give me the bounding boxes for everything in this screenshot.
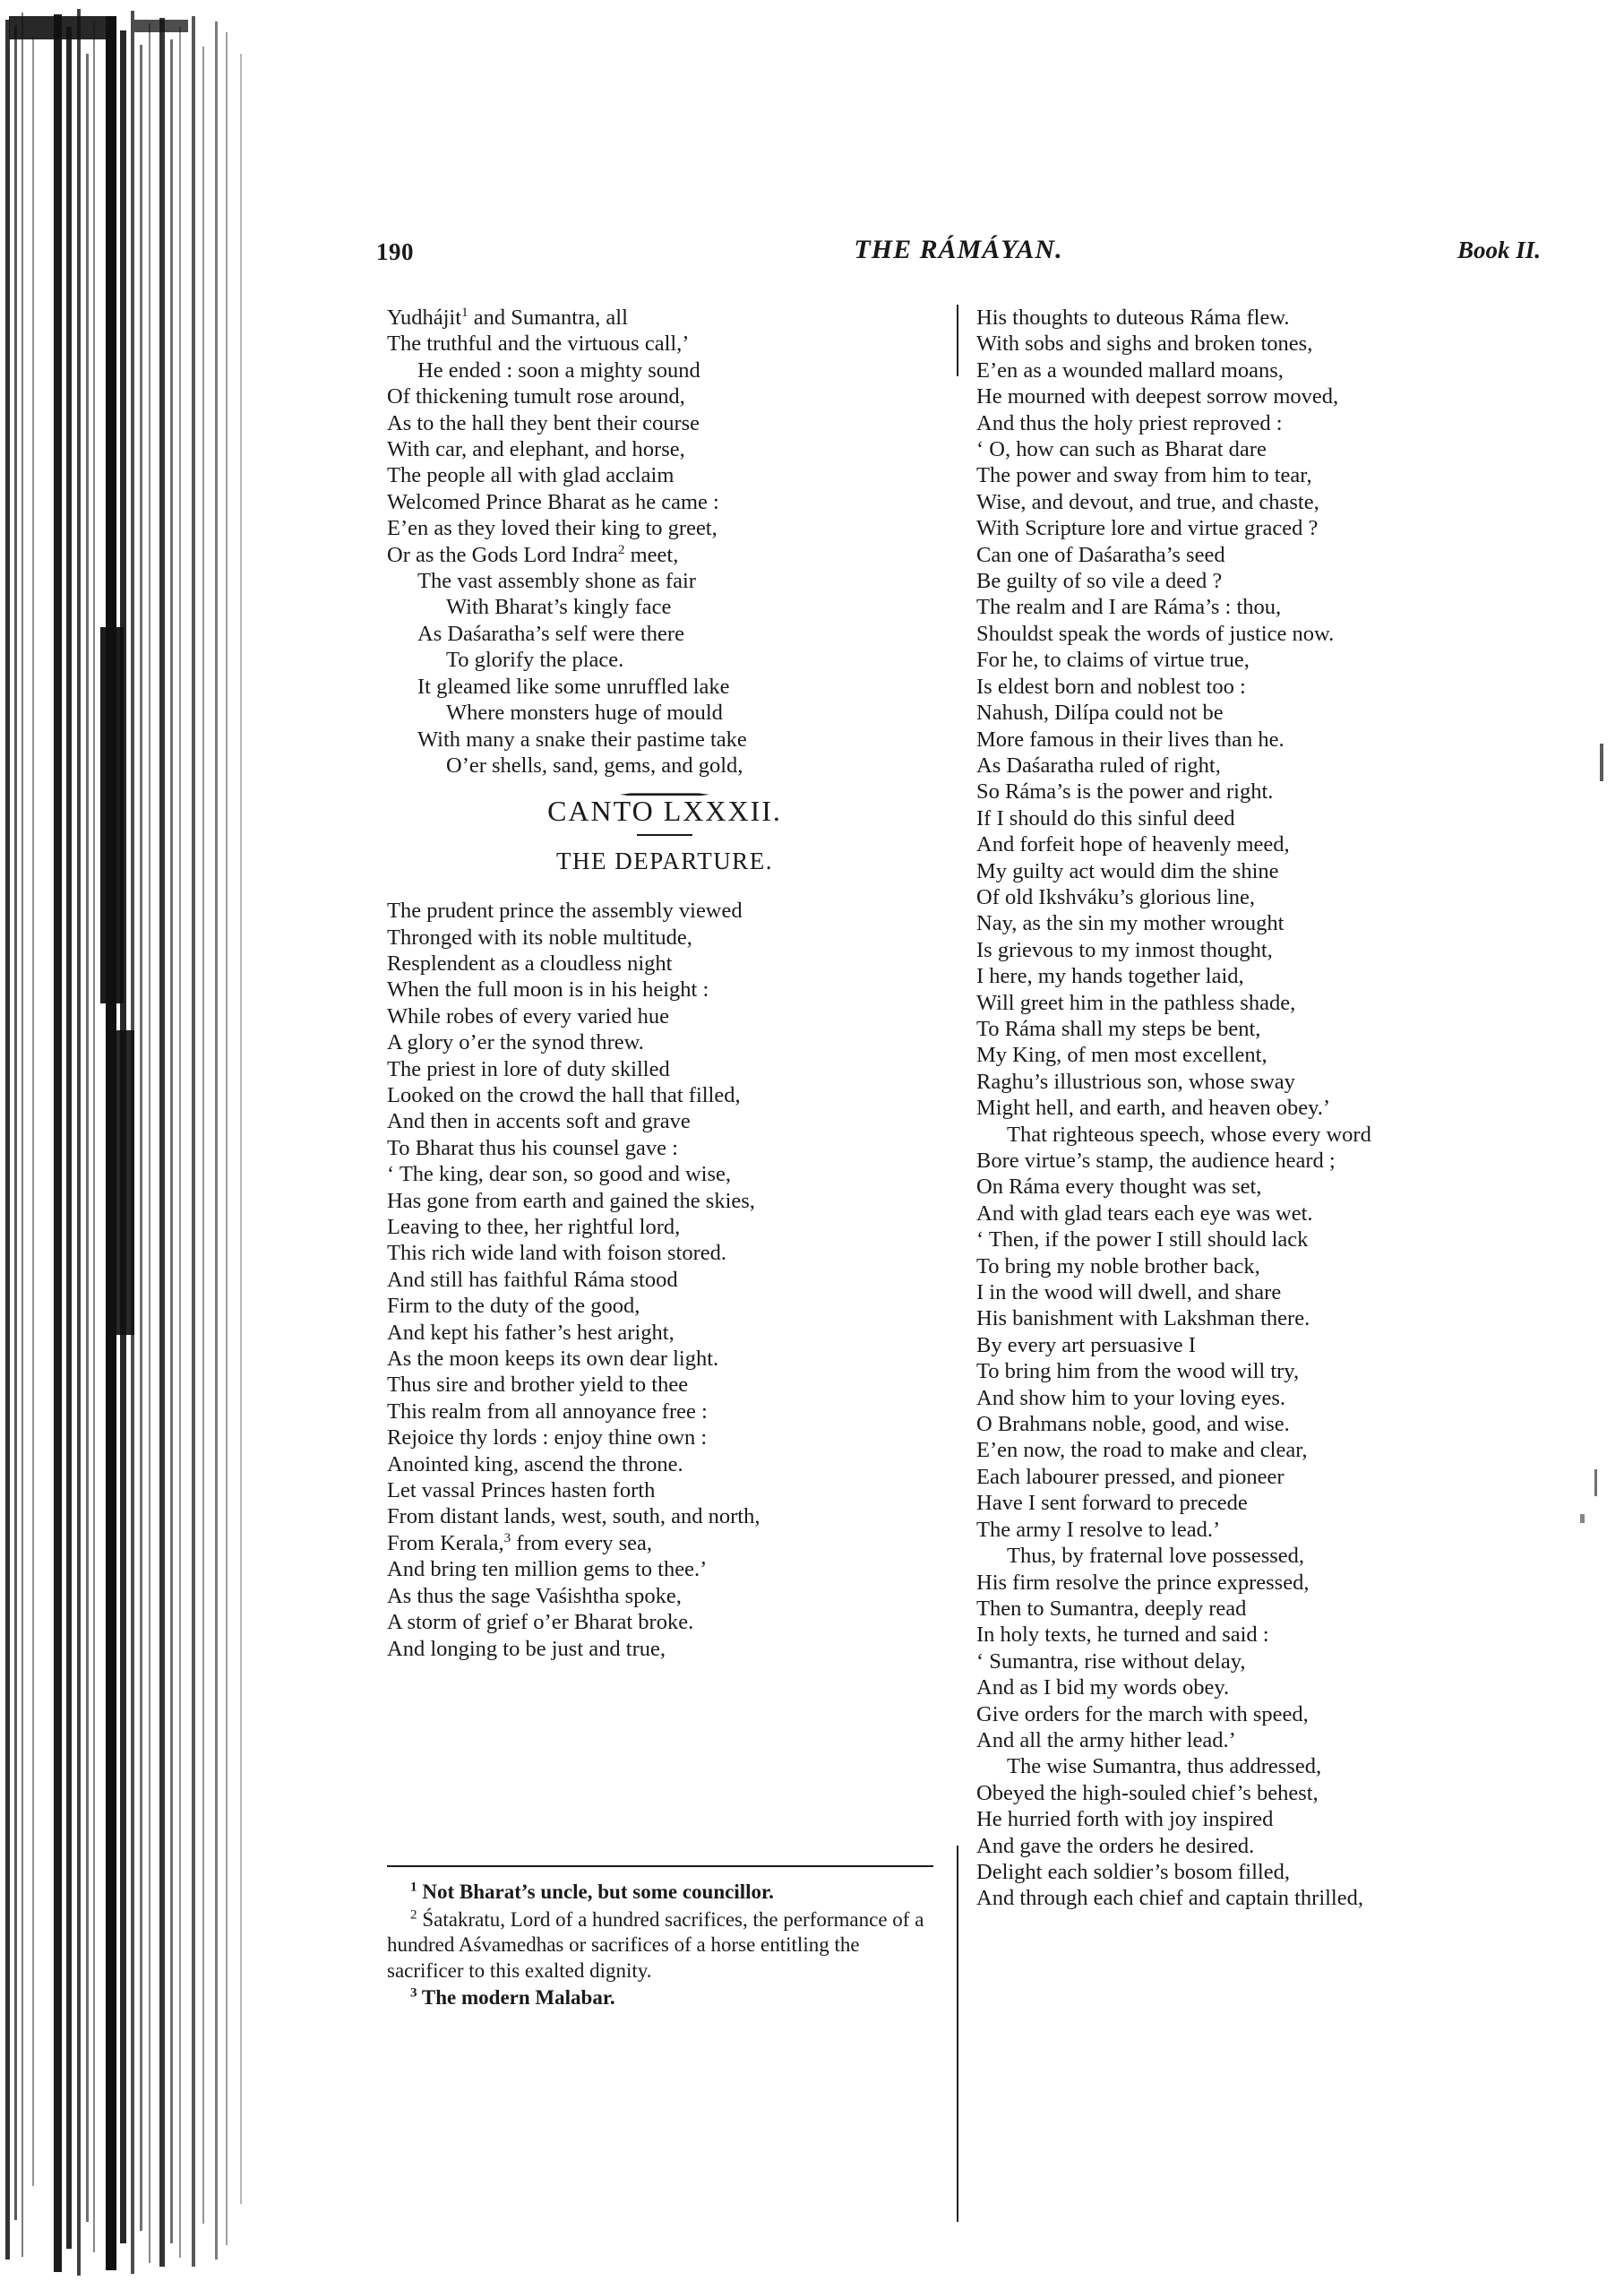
verse-line: And still has faithful Ráma stood	[387, 1267, 678, 1292]
verse-line: My guilty act would dim the shine	[976, 858, 1279, 883]
verse-line: He hurried forth with joy inspired	[976, 1807, 1274, 1832]
verse-line: Obeyed the high-souled chief’s behest,	[976, 1780, 1319, 1805]
scan-speck	[1580, 1514, 1585, 1523]
verse-line: Yudhájit$^1$ and Sumantra, all	[387, 304, 628, 330]
verse-line: Nay, as the sin my mother wrought	[976, 911, 1285, 936]
column-divider-top	[957, 305, 958, 376]
verse-line: The army I resolve to lead.’	[976, 1517, 1221, 1542]
verse-line: A storm of grief o’er Bharat broke.	[387, 1610, 694, 1635]
verse-line: O’er shells, sand, gems, and gold,	[446, 753, 743, 778]
footnote-rule	[387, 1865, 933, 1867]
verse-line: Of old Ikshváku’s glorious line,	[976, 884, 1255, 909]
verse-line: And bring ten million gems to thee.’	[387, 1557, 708, 1582]
verse-line: Thronged with its noble multitude,	[387, 925, 692, 950]
verse-line: By every art persuasive I	[976, 1332, 1196, 1357]
verse-line: Nahush, Dilípa could not be	[976, 701, 1224, 726]
verse-line: To bring him from the wood will try,	[976, 1359, 1300, 1384]
book-label: Book II.	[1456, 237, 1541, 263]
verse-line: Rejoice thy lords : enjoy thine own :	[387, 1425, 708, 1450]
verse-line: This realm from all annoyance free :	[387, 1399, 708, 1424]
verse-line: Thus sire and brother yield to thee	[387, 1373, 689, 1398]
verse-line: Looked on the crowd the hall that filled,	[387, 1082, 741, 1107]
verse-line: As Daśaratha’s self were there	[417, 621, 684, 646]
verse-line: Might hell, and earth, and heaven obey.’	[976, 1096, 1331, 1121]
verse-line: He mourned with deepest sorrow moved,	[976, 384, 1339, 409]
verse-line: And all the army hither lead.’	[976, 1727, 1236, 1752]
verse-line: Firm to the duty of the good,	[387, 1294, 640, 1319]
verse-line: With Scripture lore and virtue graced ?	[976, 516, 1319, 541]
verse-line: If I should do this sinful deed	[976, 805, 1235, 831]
verse-line: The power and sway from him to tear,	[976, 463, 1312, 488]
verse-line: That righteous speech, whose every word	[1007, 1122, 1371, 1147]
verse-line: The vast assembly shone as fair	[417, 569, 696, 594]
footnote-marker: 1	[410, 1879, 417, 1895]
column-divider-bottom	[957, 1846, 958, 2222]
right-column	[976, 305, 1550, 1912]
canto-rule	[637, 834, 692, 836]
verse-line: The wise Sumantra, thus addressed,	[1007, 1754, 1322, 1779]
verse-line: ‘ Then, if the power I still should lack	[976, 1227, 1309, 1252]
scan-speck	[1594, 1469, 1597, 1496]
verse-line: From distant lands, west, south, and north,	[387, 1504, 760, 1529]
verse-line: Give orders for the march with speed,	[976, 1701, 1309, 1726]
verse-line: When the full moon is in his height :	[387, 977, 709, 1003]
verse-line: E’en now, the road to make and clear,	[976, 1438, 1308, 1463]
verse-line: I in the wood will dwell, and share	[976, 1280, 1282, 1305]
footnote-text: Not Bharat’s uncle, but some councillor.	[417, 1881, 774, 1903]
verse-line: The prudent prince the assembly viewed	[387, 899, 743, 924]
verse-line: E’en as a wounded mallard moans,	[976, 357, 1284, 383]
verse-line: And as I bid my words obey.	[976, 1675, 1230, 1700]
verse-line: Bore virtue’s stamp, the audience heard ;	[976, 1149, 1336, 1173]
running-head	[376, 235, 1541, 271]
verse-line: And show him to your loving eyes.	[976, 1385, 1286, 1410]
verse-line: Have I sent forward to precede	[976, 1491, 1248, 1516]
verse-line: To bring my noble brother back,	[976, 1253, 1260, 1278]
footnote	[387, 1880, 941, 1906]
footnote	[387, 1985, 941, 2011]
verse-line: With Bharat’s kingly face	[446, 595, 672, 620]
verse-block-right	[976, 305, 1550, 1912]
verse-line: The realm and I are Ráma’s : thou,	[976, 595, 1282, 620]
verse-line: Where monsters huge of mould	[446, 701, 723, 726]
verse-line: Resplendent as a cloudless night	[387, 951, 673, 976]
verse-line: Of thickening tumult rose around,	[387, 384, 685, 409]
verse-line: E’en as they loved their king to greet,	[387, 516, 717, 541]
footnote	[387, 1907, 941, 1984]
verse-line: Is eldest born and noblest too :	[976, 674, 1246, 699]
scan-speck	[1600, 744, 1603, 781]
verse-line: His firm resolve the prince expressed,	[976, 1570, 1310, 1595]
verse-line: With car, and elephant, and horse,	[387, 437, 685, 462]
verse-line: As the moon keeps its own dear light.	[387, 1347, 719, 1372]
verse-line: To Ráma shall my steps be bent,	[976, 1016, 1261, 1041]
verse-line: In holy texts, he turned and said :	[976, 1623, 1269, 1648]
verse-line: To glorify the place.	[446, 648, 624, 673]
verse-line: And longing to be just and true,	[387, 1636, 666, 1661]
verse-line: I here, my hands together laid,	[976, 964, 1244, 989]
verse-block-continued	[387, 305, 942, 779]
verse-line: And thus the holy priest reproved :	[976, 410, 1283, 435]
footnote-text: The modern Malabar.	[417, 1986, 615, 2009]
verse-line: To Bharat thus his counsel gave :	[387, 1135, 678, 1160]
verse-line: ‘ Sumantra, rise without delay,	[976, 1648, 1246, 1674]
verse-line: Each labourer pressed, and pioneer	[976, 1464, 1285, 1489]
page-number: 190	[376, 238, 414, 265]
verse-line: Then to Sumantra, deeply read	[976, 1596, 1247, 1621]
verse-line: It gleamed like some unruffled lake	[417, 674, 730, 699]
verse-line: With many a snake their pastime take	[417, 727, 747, 752]
verse-line: His thoughts to duteous Ráma flew.	[976, 306, 1290, 330]
verse-line: More famous in their lives than he.	[976, 727, 1285, 752]
verse-line: Leaving to thee, her rightful lord,	[387, 1215, 681, 1239]
verse-line: This rich wide land with foison stored.	[387, 1241, 727, 1266]
verse-line: My King, of men most excellent,	[976, 1043, 1267, 1068]
verse-line: A glory o’er the synod threw.	[387, 1030, 644, 1055]
verse-line: On Ráma every thought was set,	[976, 1175, 1262, 1200]
footnote-marker: 3	[410, 1984, 417, 2001]
verse-line: Or as the Gods Lord Indra$^2$ meet,	[387, 541, 679, 567]
verse-line: Thus, by fraternal love possessed,	[1007, 1544, 1305, 1569]
verse-line: As Daśaratha ruled of right,	[976, 753, 1221, 778]
verse-line: ‘ O, how can such as Bharat dare	[976, 437, 1267, 462]
canto-number: CANTO LXXXII.	[547, 795, 782, 828]
verse-line: With sobs and sighs and broken tones,	[976, 331, 1313, 357]
verse-line: Is grievous to my inmost thought,	[976, 937, 1273, 962]
verse-line: His banishment with Lakshman there.	[976, 1306, 1310, 1331]
canto-title: THE DEPARTURE.	[556, 847, 773, 874]
verse-line: O Brahmans noble, good, and wise.	[976, 1412, 1290, 1437]
verse-line: From Kerala,$^3$ from every sea,	[387, 1529, 653, 1555]
verse-line: Delight each soldier’s bosom filled,	[976, 1859, 1290, 1884]
verse-line: And with glad tears each eye was wet.	[976, 1201, 1313, 1226]
footnote-text: Śatakratu, Lord of a hundred sacrifices, the performance of a hundred Aśvamedhas or sacrifices of a horse entitling the sacrificer to this exalted dignity.	[387, 1907, 924, 1982]
verse-line: And then in accents soft and grave	[387, 1109, 691, 1134]
footnote-block	[387, 1880, 941, 2013]
verse-line: Will greet him in the pathless shade,	[976, 990, 1296, 1015]
footnote-marker: 2	[410, 1906, 417, 1922]
verse-line: Shouldst speak the words of justice now.	[976, 621, 1335, 646]
verse-line: So Ráma’s is the power and right.	[976, 779, 1274, 805]
verse-line: Let vassal Princes hasten forth	[387, 1478, 656, 1503]
verse-line: While robes of every varied hue	[387, 1003, 669, 1029]
verse-line: The truthful and the virtuous call,’	[387, 331, 690, 357]
verse-line: Anointed king, ascend the throne.	[387, 1451, 683, 1476]
verse-line: For he, to claims of virtue true,	[976, 648, 1250, 673]
verse-line: Be guilty of so vile a deed ?	[976, 569, 1223, 594]
verse-line: And gave the orders he desired.	[976, 1833, 1255, 1858]
running-title: THE RÁMÁYAN.	[854, 235, 1063, 264]
verse-line: Has gone from earth and gained the skies,	[387, 1188, 755, 1213]
verse-line: As thus the sage Vaśishtha spoke,	[387, 1583, 682, 1608]
verse-line: Welcomed Prince Bharat as he came :	[387, 489, 719, 514]
verse-line: And forfeit hope of heavenly meed,	[976, 832, 1290, 857]
verse-line: As to the hall they bent their course	[387, 410, 700, 435]
verse-block-canto	[387, 898, 942, 1662]
left-column	[387, 305, 942, 1662]
verse-line: Wise, and devout, and true, and chaste,	[976, 489, 1319, 514]
verse-line: And kept his father’s hest aright,	[387, 1320, 675, 1345]
verse-line: And through each chief and captain thrilled,	[976, 1886, 1363, 1911]
verse-line: Raghu’s illustrious son, whose sway	[976, 1069, 1295, 1094]
verse-line: The priest in lore of duty skilled	[387, 1056, 670, 1081]
verse-line: Can one of Daśaratha’s seed	[976, 542, 1225, 567]
verse-line: He ended : soon a mighty sound	[417, 357, 700, 383]
verse-line: The people all with glad acclaim	[387, 463, 675, 488]
verse-line: ‘ The king, dear son, so good and wise,	[387, 1162, 731, 1187]
